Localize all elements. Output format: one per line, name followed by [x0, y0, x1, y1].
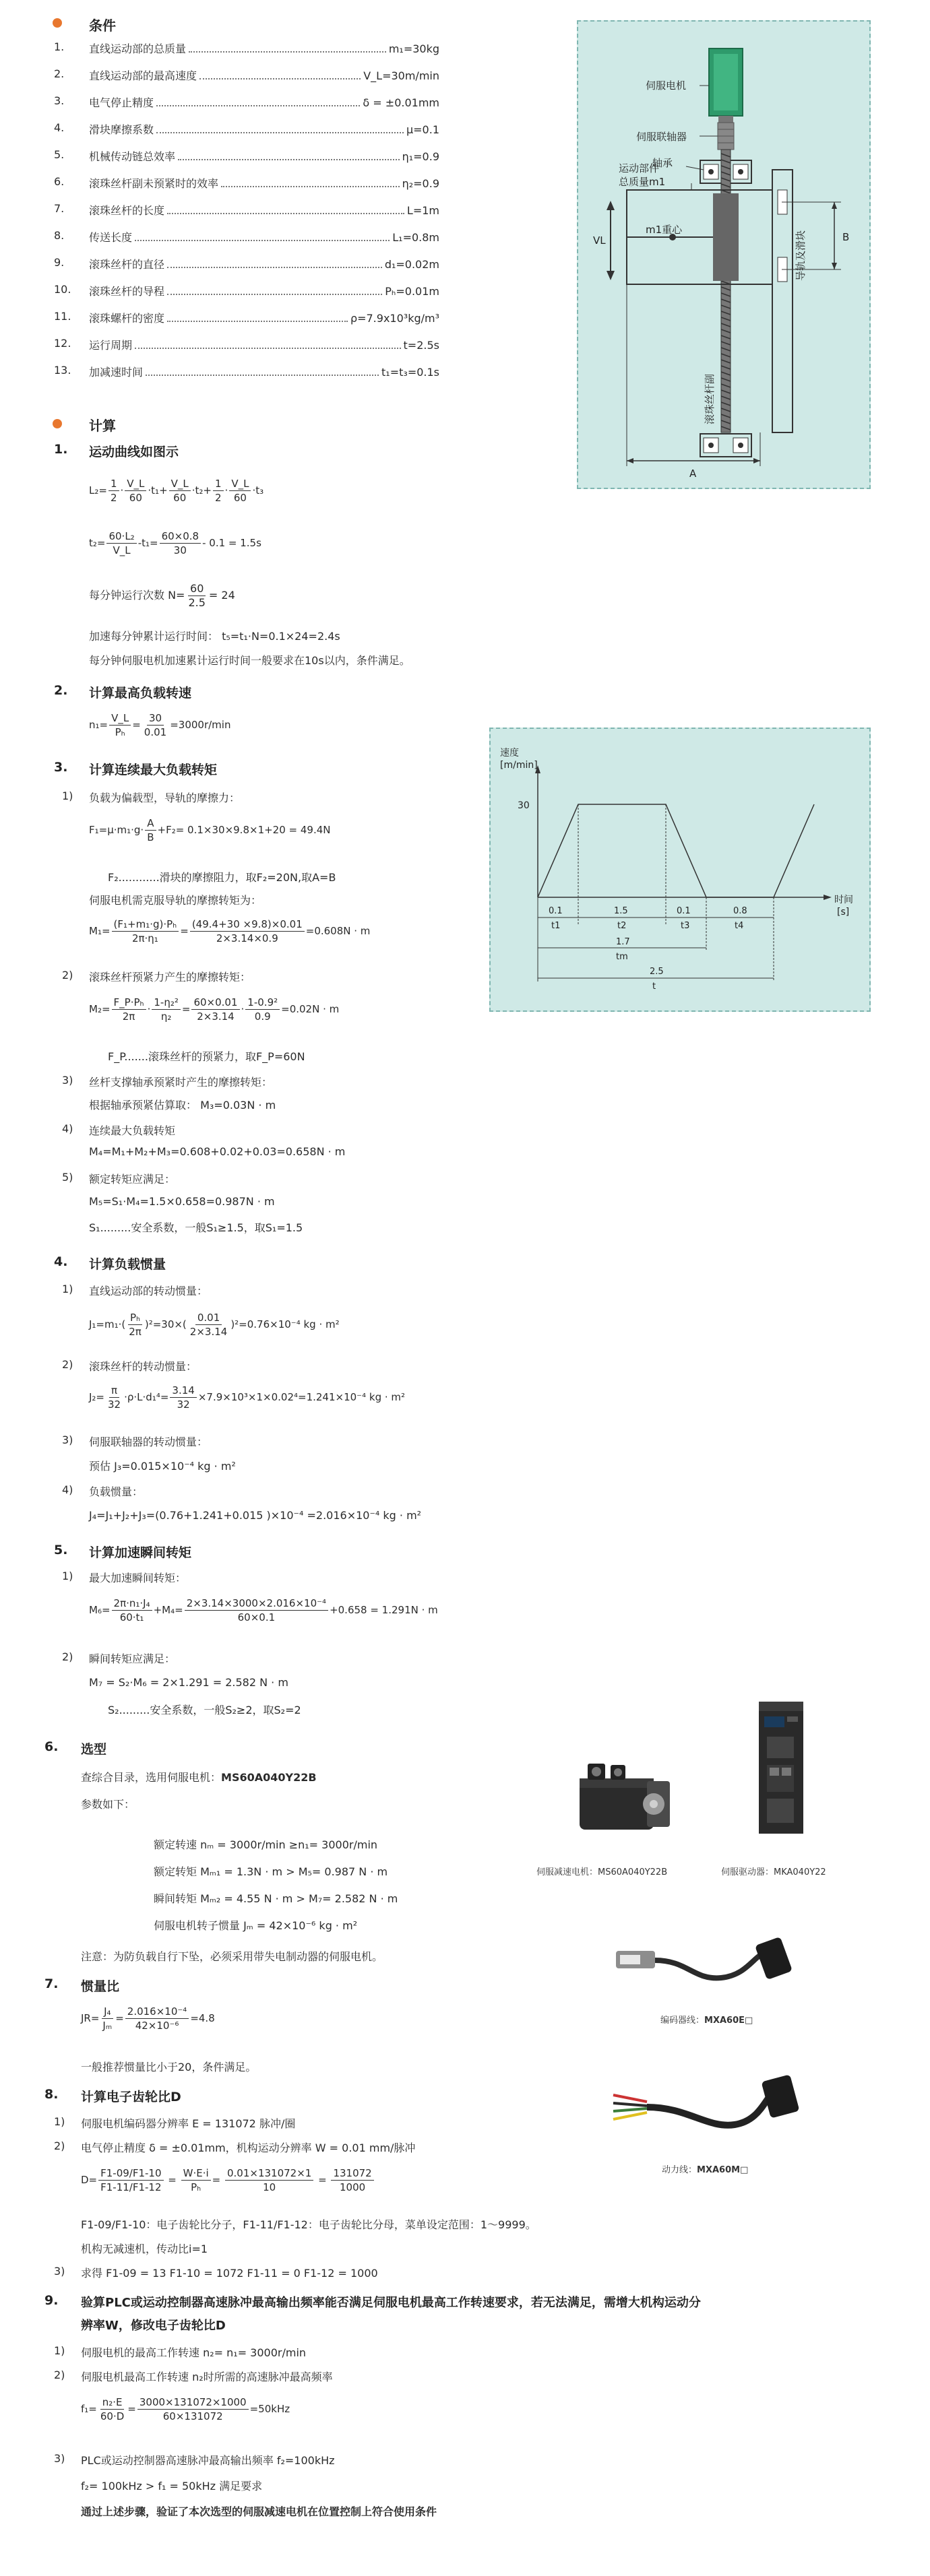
label-total-mass: 总质量m1 — [619, 176, 666, 188]
s3-4-value: M₄=M₁+M₂+M₃=0.608+0.02+0.03=0.658N · m — [89, 1145, 346, 1158]
leader-dots — [135, 240, 390, 241]
motor-model: MS60A040Y22B — [221, 1771, 317, 1784]
chart-xunit: [s] — [837, 907, 850, 917]
formula-t2: t₂= $\frac{\text{60·L₂}}{V\_L}$ -t₁= $\frac{60\times 0.8}{30}$ - 0.1 = 1.5s — [89, 530, 261, 556]
chart-yunit: [m/min] — [500, 760, 538, 771]
s2-num: 2. — [54, 683, 68, 698]
label-screw: 滚珠丝杆副 — [704, 373, 716, 424]
bearing-icon — [708, 169, 714, 174]
s3-5-value: M₅=S₁·M₄=1.5×0.658=0.987N · m — [89, 1195, 275, 1208]
chart-t: t — [652, 981, 656, 992]
condition-label: 滚珠丝杆的长度 — [89, 204, 165, 217]
condition-value: m₁=30kg — [388, 42, 439, 55]
mechanism-diagram — [577, 20, 871, 489]
condition-num: 6. — [54, 175, 65, 188]
acc-time: 加速每分钟累计运行时间： t₅=t₁·N=0.1×24=2.4s — [89, 630, 340, 643]
s9-2-num: 2) — [54, 2369, 65, 2381]
label-motor: 伺服电机 — [646, 79, 687, 92]
chart-dim-25: 2.5 — [650, 967, 664, 977]
s5-2-value: M₇ = S₂·M₆ = 2×1.291 = 2.582 N · m — [89, 1676, 288, 1689]
s4-title: 计算负载惯量 — [89, 1257, 166, 1272]
s6-num: 6. — [44, 1739, 59, 1754]
leader-dots — [167, 321, 348, 322]
s4-1-title: 直线运动部的转动惯量： — [89, 1285, 208, 1297]
s4-1-num: 1) — [62, 1283, 73, 1295]
s5-1-title: 最大加速瞬间转矩： — [89, 1572, 187, 1584]
s3-1-num: 1) — [62, 790, 73, 802]
calc-title: 计算 — [89, 418, 116, 434]
condition-label: 加减速时间 — [89, 366, 144, 379]
s6-peak-torque: 瞬间转矩 Mₘ₂ = 4.55 N · m > M₇= 2.582 N · m — [154, 1892, 398, 1905]
s4-2-title: 滚珠丝杆的转动惯量： — [89, 1360, 197, 1373]
s3-2-num: 2) — [62, 969, 73, 981]
condition-label: 滚珠螺杆的密度 — [89, 312, 165, 325]
s9-2-text: 伺服电机最高工作转速 n₂时所需的高速脉冲最高频率 — [81, 2371, 333, 2383]
condition-row — [89, 202, 439, 218]
power-cable-image — [607, 2068, 809, 2149]
condition-num: 7. — [54, 202, 65, 215]
condition-row — [89, 256, 439, 272]
label-b: B — [842, 231, 850, 243]
f2-note: F₂............滑块的摩擦阻力，取F₂=20N,取A=B — [108, 871, 336, 884]
label-guide: 导轨及滑块 — [795, 230, 807, 281]
s5-title: 计算加速瞬间转矩 — [89, 1545, 192, 1560]
conditions-title: 条件 — [89, 18, 116, 34]
condition-row — [89, 67, 439, 84]
condition-row — [89, 175, 439, 191]
formula-jr: JR= $\frac{\text{J₄}}{\text{Jₘ}}$ = $\frac{\text{2.016×10⁻⁴}}{\text{42×10⁻⁶}}$ =4.8 — [81, 2005, 215, 2032]
s8-1-text: 伺服电机编码器分辨率 E = 131072 脉冲/圈 — [81, 2117, 296, 2130]
velocity-curve — [538, 804, 814, 897]
condition-num: 11. — [54, 310, 71, 323]
s7-note: 一般推荐惯量比小于20，条件满足。 — [81, 2061, 257, 2073]
chart-dim-15: 1.5 — [614, 906, 628, 916]
s3-3-title: 丝杆支撑轴承预紧时产生的摩擦转矩： — [89, 1076, 273, 1089]
condition-value: V_L=30m/min — [363, 69, 439, 82]
condition-value: Pₕ=0.01m — [385, 285, 439, 298]
condition-row — [89, 364, 439, 380]
s9-3-text: PLC或运动控制器高速脉冲最高输出频率 f₂=100kHz — [81, 2454, 335, 2467]
leader-dots — [221, 186, 400, 187]
s9-title-line2: 辨率W，修改电子齿轮比D — [81, 2319, 226, 2333]
s7-num: 7. — [44, 1976, 59, 1991]
s3-title: 计算连续最大负载转矩 — [89, 763, 218, 777]
condition-value: η₂=0.9 — [402, 177, 439, 190]
condition-row — [89, 148, 439, 164]
leader-dots — [167, 294, 382, 295]
condition-value: μ=0.1 — [406, 123, 439, 136]
condition-num: 5. — [54, 148, 65, 161]
condition-value: t=2.5s — [403, 339, 439, 352]
fp-note: F_P.......滚珠丝杆的预紧力，取F_P=60N — [108, 1050, 305, 1063]
s8-title: 计算电子齿轮比D — [81, 2090, 181, 2104]
condition-row — [89, 121, 439, 137]
leader-dots — [167, 213, 404, 214]
label-center: m1重心 — [646, 224, 683, 236]
chart-t2: t2 — [617, 921, 627, 931]
formula-m1: M₁= $\frac{\text{(F₁+m₁·g)·Pₕ}}{\text{2π·η₁}}$ = $\frac{(49.4+30 \times 9.8)\times 0.01}{2\times 3.14\times 0.9}$ =0.608N · m — [89, 918, 371, 944]
chart-t4: t4 — [735, 921, 744, 931]
s5-2-safety: S₂.........安全系数，一般S₂≥2，取S₂=2 — [108, 1704, 301, 1716]
condition-label: 运行周期 — [89, 339, 133, 352]
label-bearing: 轴承 — [652, 157, 673, 169]
s5-2-title: 瞬间转矩应满足： — [89, 1652, 176, 1665]
label-a: A — [689, 468, 697, 480]
chart-ylabel: 速度 — [500, 748, 519, 759]
formula-l2: L₂= $\frac{1}{2}$ · $\frac{V\_L}{60}$ ·t₁+ $\frac{V\_L}{60}$ ·t₂+ $\frac{1}{2}$ · $\frac{V\_L}{60}$ ·t₃ — [89, 478, 264, 504]
s8-num: 8. — [44, 2087, 59, 2102]
s6-rotor-inertia: 伺服电机转子惯量 Jₘ = 42×10⁻⁶ kg · m² — [154, 1919, 358, 1932]
condition-num: 13. — [54, 364, 71, 377]
chart-tm: tm — [616, 952, 628, 962]
chart-dim-01a: 0.1 — [549, 906, 563, 916]
condition-label: 滚珠丝杆副未预紧时的效率 — [89, 177, 219, 190]
chart-dim-17: 1.7 — [616, 937, 630, 947]
condition-row — [89, 40, 439, 57]
leader-dots — [156, 132, 404, 133]
velocity-chart — [489, 728, 871, 1012]
s3-5-safety: S₁.........安全系数，一般S₁≥1.5，取S₁=1.5 — [89, 1221, 303, 1234]
condition-num: 8. — [54, 229, 65, 242]
condition-label: 滑块摩擦系数 — [89, 123, 154, 136]
condition-label: 滚珠丝杆的导程 — [89, 285, 165, 298]
s4-4-value: J₄=J₁+J₂+J₃=(0.76+1.241+0.015 )×10⁻⁴ =2.016×10⁻⁴ kg · m² — [89, 1509, 422, 1522]
mechanism-drawing — [578, 22, 869, 488]
condition-label: 直线运动部的最高速度 — [89, 69, 197, 82]
s8-explain: F1-09/F1-10：电子齿轮比分子，F1-11/F1-12：电子齿轮比分母，菜单设定范围：1～9999。 — [81, 2218, 536, 2231]
s8-2-num: 2) — [54, 2139, 65, 2152]
chart-dim-01b: 0.1 — [677, 906, 691, 916]
s9-num: 9. — [44, 2293, 59, 2308]
condition-num: 9. — [54, 256, 65, 269]
s9-1-text: 伺服电机的最高工作转速 n₂= n₁= 3000r/min — [81, 2346, 307, 2359]
formula-n: 每分钟运行次数 N= $\frac{60}{2.5}$ = 24 — [89, 582, 235, 609]
chart-t1: t1 — [551, 921, 561, 931]
leader-dots — [146, 375, 379, 376]
servo-driver-image — [747, 1698, 814, 1839]
condition-value: η₁=0.9 — [402, 150, 439, 163]
condition-label: 滚珠丝杆的直径 — [89, 258, 165, 271]
s3-5-num: 5) — [62, 1171, 73, 1184]
formula-n1: n₁= $\frac{V\_L}{\text{Pₕ}}$ = $\frac{30}{0.01}$ =3000r/min — [89, 712, 231, 738]
s3-3-num: 3) — [62, 1074, 73, 1087]
s3-4-title: 连续最大负载转矩 — [89, 1124, 176, 1137]
s4-4-num: 4) — [62, 1483, 73, 1496]
s8-1-num: 1) — [54, 2115, 65, 2128]
s3-5-title: 额定转矩应满足： — [89, 1173, 176, 1186]
encoder-cable-image — [607, 1927, 809, 2001]
s9-3-num: 3) — [54, 2452, 65, 2465]
chart-y30: 30 — [518, 800, 530, 811]
formula-j1: J₁=m₁·( $\frac{\text{Pₕ}}{2\pi}$ )²=30×( $\frac{0.01}{2\times 3.14}$ )²=0.76×10⁻⁴ kg · m² — [89, 1312, 340, 1338]
leader-dots — [199, 78, 361, 79]
s6-rated-speed: 额定转速 nₘ = 3000r/min ≥n₁= 3000r/min — [154, 1838, 378, 1851]
s5-2-num: 2) — [62, 1650, 73, 1663]
encoder-caption: 编码器线：MXA60E□ — [660, 2016, 753, 2026]
condition-label: 机械传动链总效率 — [89, 150, 176, 163]
condition-num: 12. — [54, 337, 71, 350]
s4-3-title: 伺服联轴器的转动惯量： — [89, 1436, 208, 1448]
formula-f1-freq: f₁= $\frac{\text{n₂·E}}{60\cdot D}$ = $\frac{3000\times 131072\times 1000}{60\times 131072}$ =50kHz — [81, 2396, 290, 2422]
s3-num: 3. — [54, 760, 68, 775]
s6-select: 查综合目录，选用伺服电机：MS60A040Y22B — [81, 1771, 317, 1784]
s3-2-title: 滚珠丝杆预紧力产生的摩擦转矩： — [89, 971, 251, 984]
condition-value: t₁=t₃=0.1s — [381, 366, 439, 379]
condition-value: L₁=0.8m — [392, 231, 439, 244]
section-bullet-icon — [53, 419, 62, 428]
s6-title: 选型 — [81, 1742, 107, 1757]
condition-value: ρ=7.9x10³kg/m³ — [350, 312, 439, 325]
acc-time-note: 每分钟伺服电机加速累计运行时间一般要求在10s以内，条件满足。 — [89, 654, 410, 667]
s8-3-num: 3) — [54, 2265, 65, 2278]
s7-title: 惯量比 — [81, 1979, 120, 1994]
condition-num: 10. — [54, 283, 71, 296]
s9-1-num: 1) — [54, 2344, 65, 2357]
s4-num: 4. — [54, 1254, 68, 1269]
condition-row — [89, 94, 439, 110]
condition-value: d₁=0.02m — [384, 258, 439, 271]
s9-conclusion: 通过上述步骤，验证了本次选型的伺服减速电机在位置控制上符合使用条件 — [81, 2505, 437, 2518]
s9-title-line1: 验算PLC或运动控制器高速脉冲最高输出频率能否满足伺服电机最高工作转速要求，若无法满足，需增大机构运动分 — [81, 2296, 701, 2310]
chart-t3: t3 — [681, 921, 690, 931]
condition-value: δ = ±0.01mm — [363, 96, 439, 109]
leader-dots — [156, 105, 360, 106]
s1-num: 1. — [54, 442, 68, 457]
condition-value: L=1m — [406, 204, 439, 217]
s8-3-text: 求得 F1-09 = 13 F1-10 = 1072 F1-11 = 0 F1-12 = 1000 — [81, 2267, 378, 2280]
s4-3-value: 预估 J₃=0.015×10⁻⁴ kg · m² — [89, 1460, 236, 1473]
label-coupling: 伺服联轴器 — [636, 131, 687, 143]
s4-4-title: 负载惯量： — [89, 1485, 144, 1498]
leader-dots — [167, 267, 382, 268]
s2-title: 计算最高负载转速 — [89, 686, 192, 701]
condition-label: 传送长度 — [89, 231, 133, 244]
s5-num: 5. — [54, 1543, 68, 1557]
label-vl: VL — [593, 234, 606, 247]
velocity-profile — [491, 729, 869, 1010]
s3-4-num: 4) — [62, 1122, 73, 1135]
s6-note: 注意：为防负载自行下坠，必须采用带失电制动器的伺服电机。 — [81, 1950, 383, 1963]
condition-row — [89, 283, 439, 299]
leader-dots — [135, 348, 401, 349]
s5-1-num: 1) — [62, 1570, 73, 1582]
servo-motor-image — [553, 1751, 687, 1846]
s4-3-num: 3) — [62, 1434, 73, 1446]
motor-caption: 伺服减速电机：MS60A040Y22B — [536, 1867, 668, 1877]
formula-m6: M₆= $\frac{\text{2π·n₁·J₄}}{\text{60·t₁}}$ +M₄= $\frac{\text{2×3.14×3000×2.016×10⁻⁴}}{60\times 0.1}$ +0.658 = 1.291N · m — [89, 1597, 438, 1623]
leader-dots — [178, 159, 400, 160]
condition-num: 4. — [54, 121, 65, 134]
condition-label: 直线运动部的总质量 — [89, 42, 187, 55]
s6-params: 参数如下： — [81, 1798, 135, 1811]
formula-f1: F₁=μ·m₁·g· $\frac{A}{B}$ +F₂= 0.1×30×9.8×1+20 = 49.4N — [89, 817, 331, 843]
condition-num: 3. — [54, 94, 65, 107]
condition-num: 1. — [54, 40, 65, 53]
s8-2-text: 电气停止精度 δ = ±0.01mm，机构运动分辨率 W = 0.01 mm/脉冲 — [81, 2142, 416, 2154]
power-caption: 动力线：MXA60M□ — [662, 2165, 749, 2175]
m1-title: 伺服电机需克服导轨的摩擦转矩为： — [89, 894, 262, 907]
s1-title: 运动曲线如图示 — [89, 445, 179, 459]
formula-j2: J₂= $\frac{\pi}{32}$ ·ρ·L·d₁⁴= $\frac{3.14}{32}$ ×7.9×10³×1×0.02⁴=1.241×10⁻⁴ kg · m² — [89, 1384, 406, 1411]
driver-caption: 伺服驱动器：MKA040Y22 — [721, 1867, 826, 1877]
condition-row — [89, 337, 439, 353]
s6-rated-torque: 额定转矩 Mₘ₁ = 1.3N · m > M₅= 0.987 N · m — [154, 1865, 388, 1878]
s4-2-num: 2) — [62, 1358, 73, 1371]
s3-3-value: 根据轴承预紧估算取： M₃=0.03N · m — [89, 1099, 276, 1112]
s3-1-title: 负载为偏载型，导轨的摩擦力： — [89, 792, 241, 804]
label-moving-part: 运动部件 — [619, 162, 660, 174]
s8-gear: 机构无减速机，传动比i=1 — [81, 2243, 208, 2255]
condition-label: 电气停止精度 — [89, 96, 154, 109]
condition-num: 2. — [54, 67, 65, 80]
chart-dim-08: 0.8 — [733, 906, 747, 916]
section-bullet-icon — [53, 18, 62, 28]
condition-row — [89, 310, 439, 326]
condition-row — [89, 229, 439, 245]
leader-dots — [189, 51, 386, 53]
formula-m2: M₂= $\frac{\text{F\_P·Pₕ}}{2\pi}$ · $\frac{\text{1-η₂²}}{\text{η₂}}$ = $\frac{60\times 0.01}{2\times 3.14}$ · $\frac{\text{1-0.9²}}{0.9}$ =0.02N · m — [89, 996, 340, 1023]
s9-3-value: f₂= 100kHz > f₁ = 50kHz 满足要求 — [81, 2480, 263, 2492]
formula-d: D= $\frac{F1-09/F1-10}{F1-11/F1-12}$ = $\frac{W\cdot E\cdot i}{\text{Pₕ}}$ = $\frac{0.01\times 131072\times 1}{10}$ = $\frac{131072}{1000}$ — [81, 2166, 375, 2194]
chart-xlabel: 时间 — [834, 895, 853, 905]
